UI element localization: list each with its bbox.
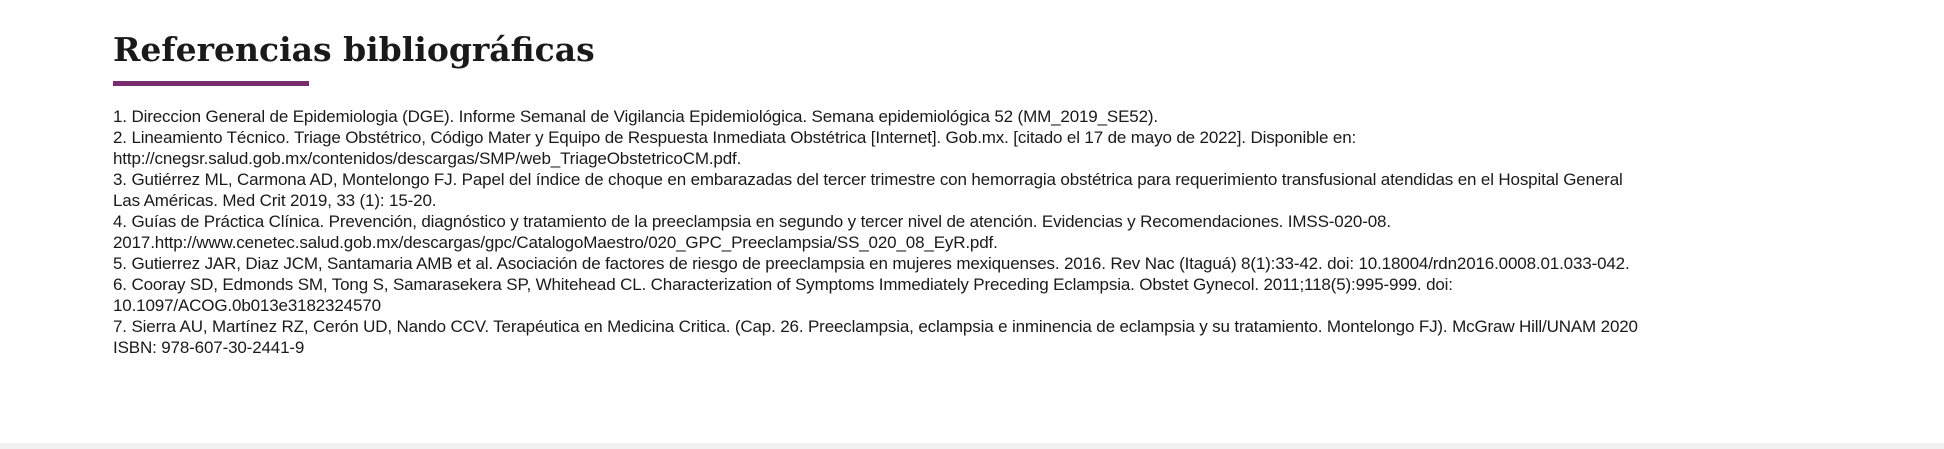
reference-item-3 xyxy=(113,169,1893,211)
bottom-edge-strip xyxy=(0,443,1944,449)
reference-item-5 xyxy=(113,253,1893,274)
reference-item-1 xyxy=(113,106,1893,127)
reference-7-isbn: ISBN: 978-607-30-2441-9 xyxy=(113,338,305,357)
page-title: Referencias bibliográficas xyxy=(113,30,595,69)
reference-item-2 xyxy=(113,127,1893,169)
reference-4-line-1: 4. Guías de Práctica Clínica. Prevención, diagnóstico y tratamiento de la preeclampsia en segundo y tercer nivel de atención. Evidencias y Recomendaciones. IMSS-020-08. xyxy=(113,212,1391,231)
reference-list xyxy=(113,106,1893,358)
reference-2-link[interactable]: http://cnegsr.salud.gob.mx/contenidos/descargas/SMP/web_TriageObstetricoCM.pdf. xyxy=(113,149,742,168)
reference-item-6 xyxy=(113,274,1893,316)
reference-3-line-2: Las Américas. Med Crit 2019, 33 (1): 15-20. xyxy=(113,191,437,210)
reference-6-line-1: 6. Cooray SD, Edmonds SM, Tong S, Samarasekera SP, Whitehead CL. Characterization of Symptoms Immediately Preceding Eclampsia. Obstet Gynecol. 2011;118(5):995-999. doi: xyxy=(113,275,1453,294)
title-underline xyxy=(113,81,309,86)
reference-7-line-1: 7. Sierra AU, Martínez RZ, Cerón UD, Nando CCV. Terapéutica en Medicina Critica. (Cap. 26. Preeclampsia, eclampsia e inminencia de eclampsia y su tratamiento. Montelongo FJ). McGraw Hill/UNAM 2020 xyxy=(113,317,1638,336)
reference-6-doi: 10.1097/ACOG.0b013e3182324570 xyxy=(113,296,381,315)
reference-item-7 xyxy=(113,316,1893,358)
reference-5-line-1: 5. Gutierrez JAR, Diaz JCM, Santamaria AMB et al. Asociación de factores de riesgo de preeclampsia en mujeres mexiquenses. 2016. Rev Nac (Itaguá) 8(1):33-42. doi: 10.18004/rdn2016.0008.01.033-042. xyxy=(113,254,1630,273)
reference-4-link[interactable]: 2017.http://www.cenetec.salud.gob.mx/descargas/gpc/CatalogoMaestro/020_GPC_Preeclampsia/SS_020_08_EyR.pdf. xyxy=(113,233,998,252)
reference-2-line-1: 2. Lineamiento Técnico. Triage Obstétrico, Código Mater y Equipo de Respuesta Inmediata Obstétrica [Internet]. Gob.mx. [citado el 17 de mayo de 2022]. Disponible en: xyxy=(113,128,1357,147)
reference-3-line-1: 3. Gutiérrez ML, Carmona AD, Montelongo FJ. Papel del índice de choque en embarazadas del tercer trimestre con hemorragia obstétrica para requerimiento transfusional atendidas en el Hospital General xyxy=(113,170,1623,189)
reference-1-line-1: 1. Direccion General de Epidemiologia (DGE). Informe Semanal de Vigilancia Epidemiológica. Semana epidemiológica 52 (MM_2019_SE52). xyxy=(113,107,1158,126)
reference-item-4 xyxy=(113,211,1893,253)
